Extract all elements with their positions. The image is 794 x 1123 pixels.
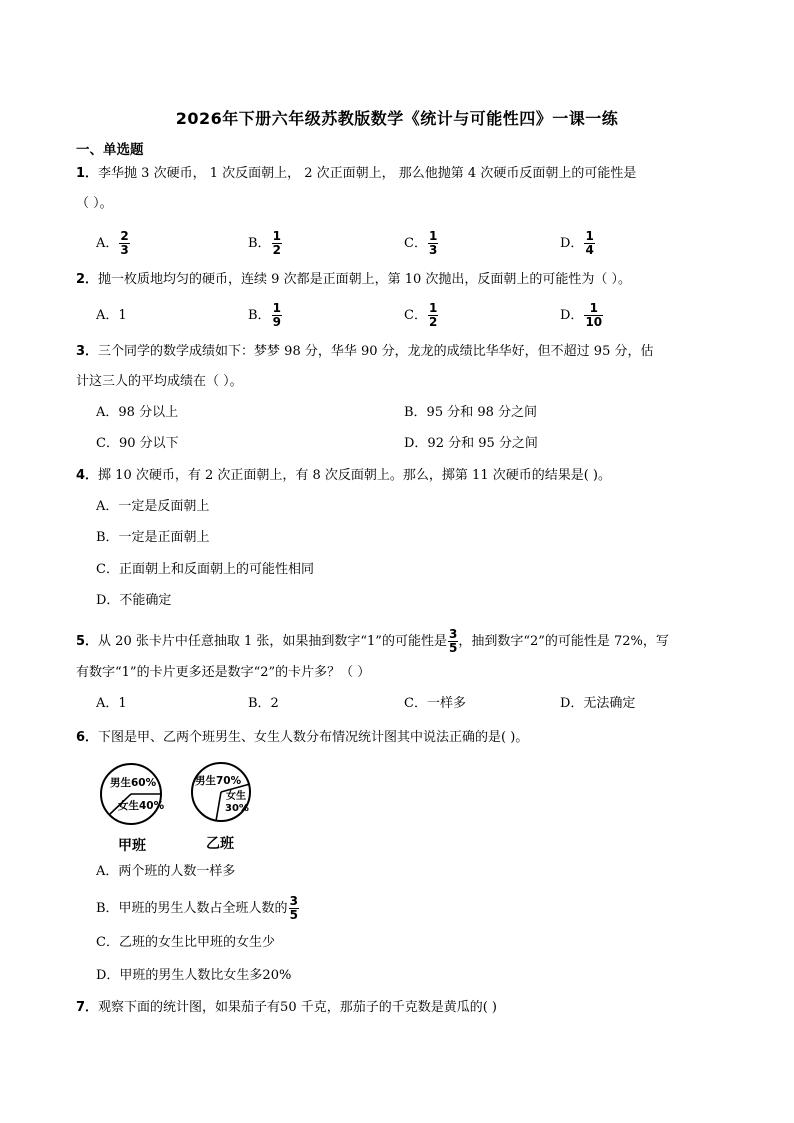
- question-7: [76, 998, 497, 1018]
- question-number: 4．: [76, 468, 99, 483]
- option-c[interactable]: C．乙班的女生比甲班的女生少: [96, 935, 275, 950]
- question-3: [76, 342, 653, 362]
- question-text: 从 20 张卡片中任意抽取 1 张，如果抽到数字“1”的可能性是: [98, 634, 447, 649]
- pie-label-girls-pct: 30%: [225, 803, 249, 814]
- question-text: 下图是甲、乙两个班男生、女生人数分布情况统计图其中说法正确的是( )。: [98, 730, 529, 745]
- option-b[interactable]: B．95 分和 98 分之间: [404, 405, 538, 420]
- option-b[interactable]: B． $\frac{1}{9}$: [248, 301, 281, 329]
- fraction: $\frac{2}{3}$: [120, 229, 129, 257]
- option-a[interactable]: A．两个班的人数一样多: [96, 864, 236, 879]
- fraction: $\frac{1}{4}$: [585, 229, 594, 257]
- option-b[interactable]: B． $\frac{1}{2}$: [248, 229, 281, 257]
- option-b[interactable]: B．一定是正面朝上: [96, 530, 210, 545]
- option-c[interactable]: C．90 分以下: [96, 436, 179, 451]
- question-text: 观察下面的统计图，如果茄子有50 千克，那茄子的千克数是黄瓜的( ): [98, 1000, 497, 1015]
- option-b[interactable]: B．2: [248, 696, 279, 711]
- option-d[interactable]: D． $\frac{1}{10}$: [560, 301, 603, 329]
- fraction: $\frac{3}{5}$: [448, 627, 458, 655]
- option-c[interactable]: C．一样多: [404, 696, 466, 711]
- question-6: [76, 728, 528, 748]
- question-number: 7．: [76, 1000, 99, 1015]
- question-text-cont: ，抽到数字“2”的可能性是 72%，写: [458, 634, 669, 649]
- option-d[interactable]: D． $\frac{1}{4}$: [560, 229, 594, 257]
- question-5: [76, 628, 669, 655]
- question-number: 1．: [76, 166, 99, 181]
- question-5-line-2: 有数字“1”的卡片更多还是数字“2”的卡片多？（ ）: [76, 665, 371, 680]
- question-3-line-2: 计这三人的平均成绩在（ ）。: [76, 374, 243, 389]
- fraction: $\frac{3}{5}$: [289, 894, 298, 922]
- pie-label-boys: 男生70%: [195, 775, 242, 787]
- fraction: $\frac{1}{3}$: [428, 229, 438, 257]
- question-number: 6．: [76, 730, 99, 745]
- option-b[interactable]: B．甲班的男生人数占全班人数的 $\frac{3}{5}$: [96, 894, 298, 922]
- question-text: 抛一枚质地均匀的硬币，连续 9 次都是正面朝上，第 10 次抛出，反面朝上的可能性为（ ）。: [98, 272, 632, 287]
- fraction: $\frac{1}{2}$: [272, 229, 281, 257]
- question-number: 2．: [76, 272, 99, 287]
- option-d[interactable]: D．不能确定: [96, 593, 172, 608]
- page-title: 2026年下册六年级苏教版数学《统计与可能性四》一课一练: [175, 109, 619, 128]
- question-text: 掷 10 次硬币，有 2 次正面朝上，有 8 次反面朝上。那么，掷第 11 次硬币的结果是( )。: [98, 468, 612, 483]
- question-number: 3．: [76, 344, 99, 359]
- option-d[interactable]: D．甲班的男生人数比女生多20%: [96, 968, 292, 983]
- section-heading: 一、单选题: [76, 142, 144, 158]
- fraction: $\frac{1}{9}$: [272, 301, 281, 329]
- question-2: [76, 270, 631, 290]
- fraction: $\frac{1}{2}$: [428, 301, 438, 329]
- question-4: [76, 466, 611, 486]
- option-c[interactable]: C． $\frac{1}{3}$: [404, 229, 438, 257]
- question-text: 三个同学的数学成绩如下：梦梦 98 分，华华 90 分，龙龙的成绩比华华好，但不超过 95 分，估: [98, 344, 654, 359]
- option-d[interactable]: D．92 分和 95 分之间: [404, 436, 538, 451]
- option-a[interactable]: A．1: [96, 308, 127, 323]
- question-1-blank: （ ）。: [76, 196, 113, 211]
- pie-label-girls: 女生40%: [118, 800, 165, 812]
- option-c[interactable]: C．正面朝上和反面朝上的可能性相同: [96, 562, 314, 577]
- option-a[interactable]: A． $\frac{2}{3}$: [96, 229, 129, 257]
- option-a[interactable]: A．一定是反面朝上: [96, 499, 210, 514]
- option-c[interactable]: C． $\frac{1}{2}$: [404, 301, 438, 329]
- pie-charts-svg: [98, 762, 268, 854]
- option-a[interactable]: A．1: [96, 696, 127, 711]
- pie-label-girls: 女生: [226, 791, 246, 802]
- question-text: 李华抛 3 次硬币， 1 次反面朝上， 2 次正面朝上， 那么他抛第 4 次硬币反面朝上的可能性是: [98, 166, 637, 181]
- pie-label-boys: 男生60%: [110, 777, 157, 789]
- pie-name: 甲班: [118, 838, 146, 854]
- pie-name: 乙班: [206, 836, 234, 852]
- pie-divider: [216, 792, 221, 821]
- question-number: 5．: [76, 634, 99, 649]
- fraction: $\frac{1}{10}$: [585, 301, 603, 329]
- option-d[interactable]: D．无法确定: [560, 696, 636, 711]
- question-1: [76, 164, 636, 184]
- option-a[interactable]: A．98 分以上: [96, 405, 179, 420]
- pie-charts: [98, 762, 268, 854]
